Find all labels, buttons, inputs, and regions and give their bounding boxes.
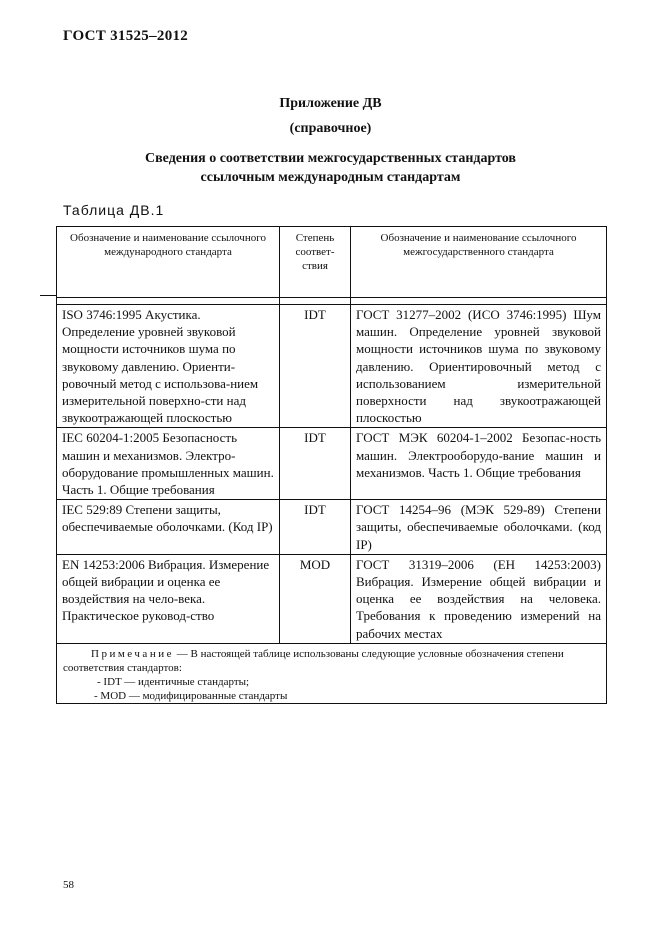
page-number: 58 — [63, 879, 74, 891]
spacer-cell — [351, 298, 607, 305]
degree-cell: IDT — [280, 305, 351, 428]
interstate-standard-cell: ГОСТ 14254–96 (МЭК 529-89) Степени защиты, обеспечиваемые оболочками. (код IP) — [351, 500, 607, 555]
appendix-heading-line2: ссылочным международным стандартам — [200, 170, 461, 185]
appendix-heading — [0, 149, 661, 187]
note-paragraph — [63, 647, 600, 675]
table-row — [57, 305, 607, 428]
note-text: — В настоящей таблице использованы следующие условные обозначения степени соответствия стандартов: — [63, 647, 564, 674]
degree-cell: IDT — [280, 500, 351, 555]
table-row — [57, 500, 607, 555]
degree-cell: MOD — [280, 554, 351, 643]
note-item-idt: - IDT — идентичные стандарты; — [97, 675, 250, 688]
interstate-standard-cell: ГОСТ 31319–2006 (ЕН 14253:2003) Вибрация. Измерение общей вибрации и оценка ее воздействия на человека. Требования к проведению измерений на рабочих местах — [351, 554, 607, 643]
header-intl-standard: Обозначение и наименование ссылочного международного стандарта — [57, 227, 280, 298]
table-spacer-row — [57, 298, 607, 305]
table-row — [57, 428, 607, 500]
table-row — [57, 554, 607, 643]
header-interstate-standard: Обозначение и наименование ссылочного межгосударственного стандарта — [351, 227, 607, 298]
intl-standard-cell: IEC 529:89 Степени защиты, обеспечиваемые оболочками. (Код IP) — [57, 500, 280, 555]
intl-standard-cell: EN 14253:2006 Вибрация. Измерение общей вибрации и оценка ее воздействия на чело-века. Практическое руковод-ство — [57, 554, 280, 643]
degree-cell: IDT — [280, 428, 351, 500]
interstate-standard-cell: ГОСТ 31277–2002 (ИСО 3746:1995) Шум машин. Определение уровней звуковой мощности источников шума по звуковому давлению. Ориентировочный метод с использованием измерительной поверхности над звукоотражающей плоскостью — [351, 305, 607, 428]
spacer-cell — [280, 298, 351, 305]
appendix-kind: (справочное) — [289, 121, 372, 136]
appendix-title: Приложение ДВ — [279, 96, 382, 111]
intl-standard-cell: ISO 3746:1995 Акустика. Определение уровней звуковой мощности источников шума по звуковому давлению. Ориенти-ровочный метод с использова-нием измерительной поверхно-сти над звукоотражающей плоскостью — [57, 305, 280, 428]
spacer-cell — [57, 298, 280, 305]
table-header-row — [57, 227, 607, 298]
note-label: Примечание — [91, 647, 174, 660]
appendix-heading-line1: Сведения о соответствии межгосударственных стандартов — [145, 151, 516, 166]
interstate-standard-cell: ГОСТ МЭК 60204-1–2002 Безопас-ность машин. Электрооборудо-вание машин и механизмов. Часть 1. Общие требования — [351, 428, 607, 500]
table-caption: Таблица ДВ.1 — [63, 202, 165, 218]
document-code: ГОСТ 31525–2012 — [63, 28, 189, 44]
table-note-row — [57, 643, 607, 703]
correspondence-table — [56, 226, 607, 704]
header-separator-mark — [40, 295, 56, 296]
header-degree: Степень соответ-ствия — [280, 227, 351, 298]
intl-standard-cell: IEC 60204-1:2005 Безопасность машин и механизмов. Электро-оборудование промышленных машин. Часть 1. Общие требования — [57, 428, 280, 500]
table-note — [57, 643, 607, 703]
note-item-mod: - MOD — модифицированные стандарты — [94, 689, 288, 702]
